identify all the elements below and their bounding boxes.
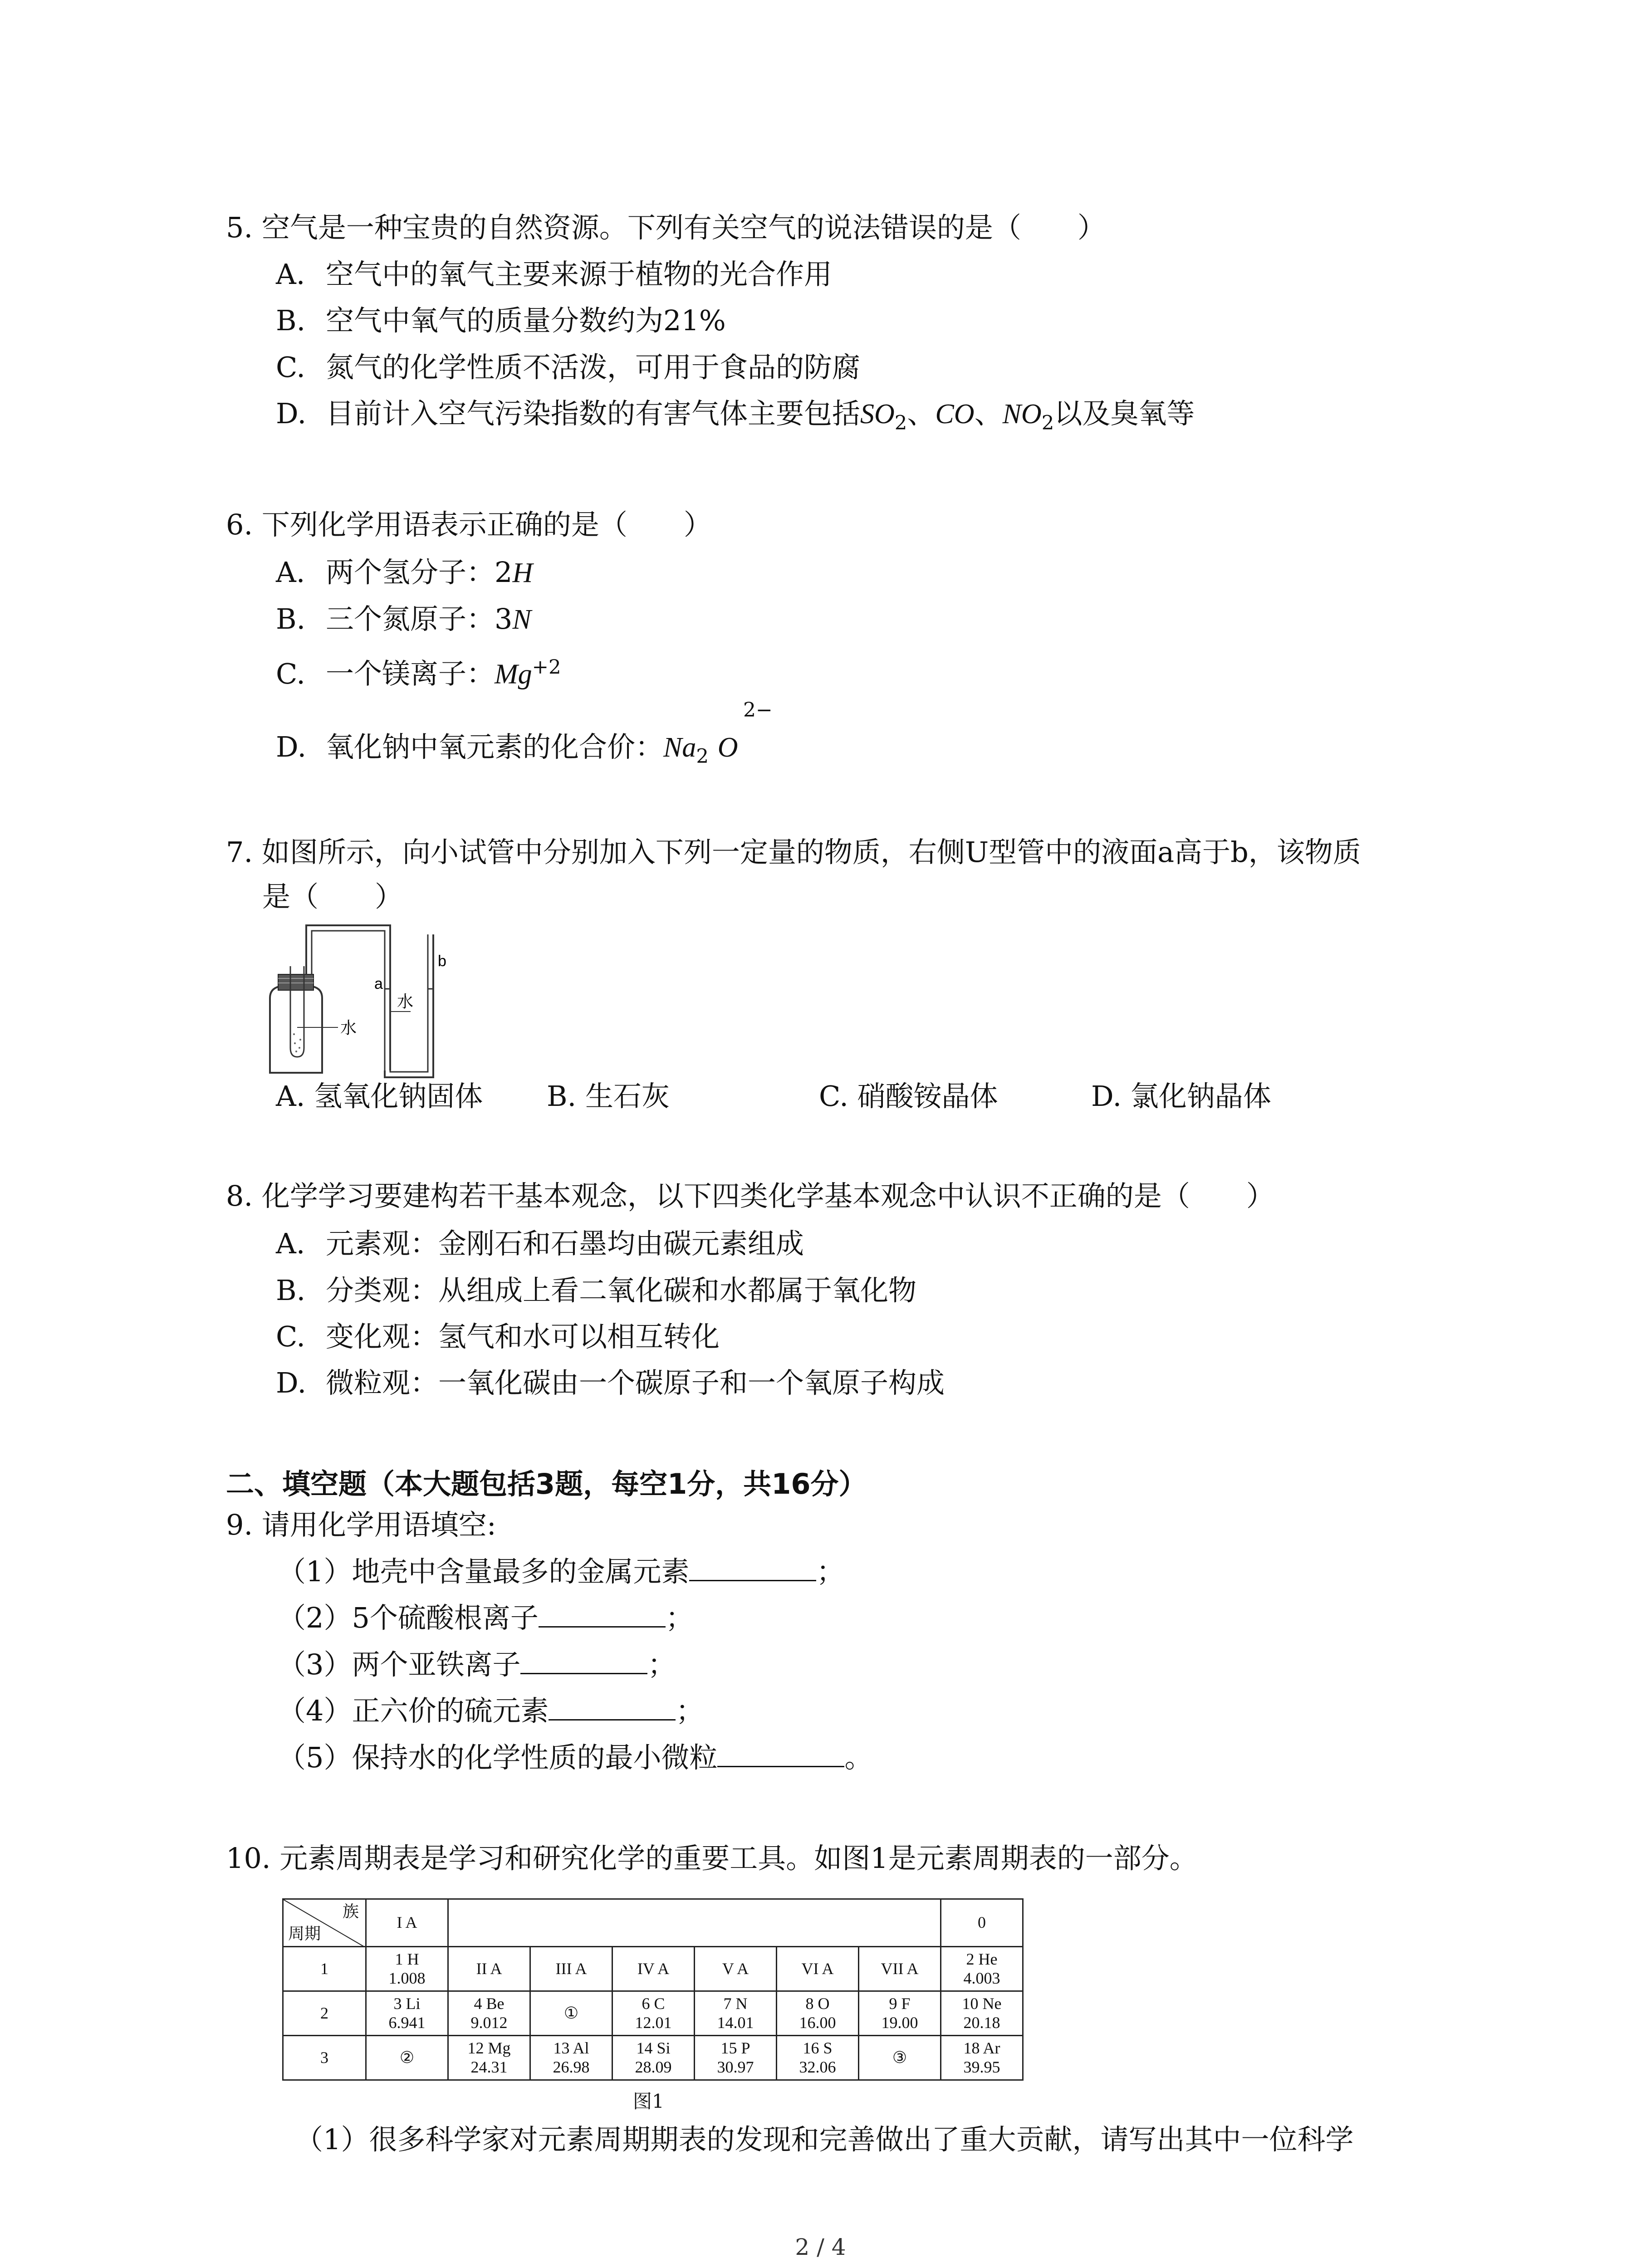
q5-stem: 5. 空气是一种宝贵的自然资源。下列有关空气的说法错误的是（ ） xyxy=(226,211,1106,244)
q5-option-c: C. 氮气的化学性质不活泼，可用于食品的防腐 xyxy=(276,351,861,384)
page-number: 2 / 4 xyxy=(795,2234,846,2260)
valence-mark: 2− xyxy=(743,699,773,722)
fig-label-water-1: 水 xyxy=(340,1019,357,1037)
q7-option-d: D. 氯化钠晶体 xyxy=(1091,1080,1271,1113)
figure-caption: 图1 xyxy=(633,2090,664,2112)
period-2: 2 xyxy=(283,1991,366,2036)
q8-stem: 8. 化学学习要建构若干基本观念，以下四类化学基本观念中认识不正确的是（ ） xyxy=(226,1179,1274,1212)
element-cell-Li: 3 Li 6.941 xyxy=(366,1991,448,2036)
element-cell-H: 1 H 1.008 xyxy=(366,1947,448,1991)
group-header-IA: I A xyxy=(366,1899,448,1947)
q7-option-b: B. 生石灰 xyxy=(547,1080,670,1113)
answer-blank[interactable] xyxy=(539,1604,666,1628)
element-cell-blank-3: ③ xyxy=(859,2036,941,2080)
q8-option-b: B. 分类观：从组成上看二氧化碳和水都属于氧化物 xyxy=(276,1274,917,1307)
q9-item-1: （1）地壳中含量最多的金属元素 ； xyxy=(278,1555,845,1588)
element-cell-P: 15 P 30.97 xyxy=(695,2036,777,2080)
element-cell-Si: 14 Si 28.09 xyxy=(612,2036,695,2080)
element-cell-Ne: 10 Ne 20.18 xyxy=(941,1991,1023,2036)
element-cell-S: 16 S 32.06 xyxy=(777,2036,859,2080)
q8-option-a: A. 元素观：金刚石和石墨均由碳元素组成 xyxy=(276,1227,804,1260)
q10-stem: 10. 元素周期表是学习和研究化学的重要工具。如图1是元素周期表的一部分。 xyxy=(226,1842,1198,1875)
group-label-VIIA: VII A xyxy=(859,1947,941,1991)
q9-item-4: （4）正六价的硫元素 ； xyxy=(278,1694,704,1727)
fig-label-a: a xyxy=(374,975,383,992)
answer-blank[interactable] xyxy=(549,1697,676,1721)
period-1: 1 xyxy=(283,1947,366,1991)
section-heading: 二、填空题（本大题包括3题，每空1分，共16分） xyxy=(226,1467,867,1501)
element-cell-Al: 13 Al 26.98 xyxy=(530,2036,612,2080)
element-cell-blank-1: ① xyxy=(530,1991,612,2036)
group-label-VIA: VI A xyxy=(777,1947,859,1991)
element-cell-C: 6 C 12.01 xyxy=(612,1991,695,2036)
group-header-0: 0 xyxy=(941,1899,1023,1947)
q7-option-a: A. 氢氧化钠固体 xyxy=(276,1080,483,1113)
u-tube-apparatus-figure xyxy=(261,921,460,1080)
element-cell-He: 2 He 4.003 xyxy=(941,1947,1023,1991)
q7-option-c: C. 硝酸铵晶体 xyxy=(819,1080,998,1113)
q9-stem: 9. 请用化学用语填空: xyxy=(226,1508,496,1541)
fig-label-water-2: 水 xyxy=(397,992,414,1011)
fig-label-b: b xyxy=(438,953,446,970)
answer-blank[interactable] xyxy=(520,1651,647,1674)
element-cell-blank-2: ② xyxy=(366,2036,448,2080)
element-cell-Ar: 18 Ar 39.95 xyxy=(941,2036,1023,2080)
group-label-IIIA: III A xyxy=(530,1947,612,1991)
q9-item-2: （2）5个硫酸根离子 ； xyxy=(278,1601,694,1634)
answer-blank[interactable] xyxy=(717,1744,844,1767)
q8-option-c: C. 变化观：氢气和水可以相互转化 xyxy=(276,1320,720,1353)
q6-stem: 6. 下列化学用语表示正确的是（ ） xyxy=(226,508,712,541)
q9-item-3: （3）两个亚铁离子 ； xyxy=(278,1648,676,1681)
element-cell-Mg: 12 Mg 24.31 xyxy=(448,2036,530,2080)
table-corner-cell: 族 周期 xyxy=(283,1899,366,1947)
q5-option-d: D. 目前计入空气污染指数的有害气体主要包括$SO_2$、CO、$NO_2$以及臭氧等 xyxy=(276,397,1195,435)
q5-option-a: A. 空气中的氧气主要来源于植物的光合作用 xyxy=(276,258,833,291)
q7-stem-line2: 是（ ） xyxy=(262,880,403,913)
element-cell-O: 8 O 16.00 xyxy=(777,1991,859,2036)
period-3: 3 xyxy=(283,2036,366,2080)
group-label-IIA: II A xyxy=(448,1947,530,1991)
q6-option-c: C. 一个镁离子：$Mg^{+2}$ xyxy=(276,656,561,690)
q7-stem-line1: 7. 如图所示，向小试管中分别加入下列一定量的物质，右侧U型管中的液面a高于b，该物质 xyxy=(226,836,1361,869)
element-cell-N: 7 N 14.01 xyxy=(695,1991,777,2036)
element-cell-F: 9 F 19.00 xyxy=(859,1991,941,2036)
group-label-IVA: IV A xyxy=(612,1947,695,1991)
q9-item-5: （5）保持水的化学性质的最小微粒 。 xyxy=(278,1741,873,1774)
element-cell-Be: 4 Be 9.012 xyxy=(448,1991,530,2036)
periodic-table xyxy=(282,1898,1024,2081)
q6-option-d: D. 氧化钠中氧元素的化合价：$Na_2$ O xyxy=(276,730,738,768)
q5-option-b: B. 空气中氧气的质量分数约为21% xyxy=(276,304,726,337)
q6-option-a: A. 两个氢分子：2H xyxy=(276,556,533,589)
q6-option-b: B. 三个氮原子：3N xyxy=(276,602,531,635)
group-label-VA: V A xyxy=(695,1947,777,1991)
q8-option-d: D. 微粒观：一氧化碳由一个碳原子和一个氧原子构成 xyxy=(276,1366,945,1399)
group-header-blank xyxy=(448,1899,941,1947)
answer-blank[interactable] xyxy=(689,1558,816,1581)
q10-sub-1: （1）很多科学家对元素周期期表的发现和完善做出了重大贡献，请写出其中一位科学 xyxy=(295,2123,1354,2156)
